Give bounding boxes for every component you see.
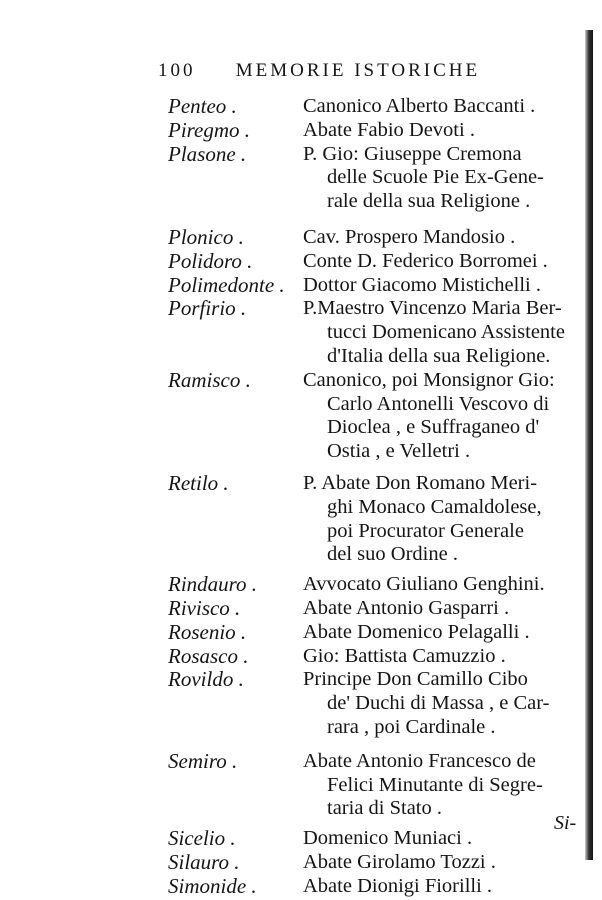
member-description (303, 274, 588, 298)
description-line: Dottor Giacomo Mistichelli . (303, 273, 541, 296)
description-line: P.Maestro Vincenzo Maria Ber- (303, 297, 562, 320)
pen-name: Ramisco . (168, 367, 251, 392)
list-item (168, 297, 588, 368)
list-item (168, 274, 588, 298)
description-line: Abate Antonio Gasparri . (303, 596, 510, 619)
description-line: tucci Domenicano Assistente (327, 321, 565, 344)
list-item (168, 875, 588, 899)
member-description (303, 119, 588, 143)
member-description (303, 621, 588, 645)
list-item (168, 668, 588, 739)
list-item (168, 143, 588, 214)
page-number: 100 (158, 60, 196, 81)
list-item (168, 827, 588, 851)
description-line: P. Abate Don Romano Meri- (303, 471, 538, 494)
pen-name: Semiro . (168, 748, 238, 773)
description-line: de' Duchi di Massa , e Car- (327, 692, 550, 715)
description-line: taria di Stato . (327, 797, 443, 820)
member-description (303, 750, 588, 821)
description-line: Domenico Muniaci . (303, 827, 473, 850)
member-description (303, 369, 588, 464)
pen-name: Piregmo . (168, 117, 251, 142)
description-line: Gio: Battista Camuzzio . (303, 644, 506, 667)
pen-name: Simonide . (168, 873, 257, 898)
member-description (303, 472, 588, 567)
description-line: rara , poi Cardinale . (327, 715, 496, 738)
member-description (303, 250, 588, 274)
member-description (303, 875, 588, 899)
description-line: Canonico Alberto Baccanti . (303, 95, 536, 117)
member-description (303, 645, 588, 669)
description-line: Principe Don Camillo Cibo (303, 668, 528, 691)
description-line: ghi Monaco Camaldolese, (327, 495, 542, 518)
list-item (168, 750, 588, 821)
description-line: d'Italia della sua Religione. (327, 344, 551, 367)
description-line: Avvocato Giuliano Genghini. (303, 573, 545, 596)
pen-name: Polimedonte . (168, 272, 285, 297)
member-description (303, 95, 588, 119)
description-line: Abate Antonio Francesco de (303, 749, 536, 772)
member-description (303, 226, 588, 250)
pen-name: Porfirio . (168, 296, 247, 321)
list-item (168, 645, 588, 669)
member-description (303, 597, 588, 621)
member-description (303, 827, 588, 851)
running-title: MEMORIE ISTORICHE (235, 60, 481, 81)
description-line: Cav. Prospero Mandosio . (303, 225, 516, 248)
list-item (168, 573, 588, 597)
description-line: Abate Fabio Devoti . (303, 118, 475, 141)
pen-name: Rindauro . (168, 572, 258, 597)
list-item (168, 621, 588, 645)
pen-name: Retilo . (168, 470, 229, 495)
pen-name: Plasone . (168, 141, 247, 166)
list-item (168, 597, 588, 621)
running-header (158, 60, 578, 82)
list-item (168, 250, 588, 274)
list-item (168, 472, 588, 567)
member-description (303, 668, 588, 739)
description-line: Abate Domenico Pelagalli . (303, 620, 530, 643)
member-description (303, 297, 588, 368)
pen-name: Rivisco . (168, 595, 241, 620)
description-line: Conte D. Federico Borromei . (303, 249, 548, 272)
catchword: Si- (554, 812, 577, 834)
pen-name: Polidoro . (168, 248, 253, 273)
description-line: rale della sua Religione . (327, 190, 531, 213)
member-description (303, 573, 588, 597)
pen-name: Penteo . (168, 94, 237, 118)
pen-name: Sicelio . (168, 826, 236, 851)
description-line: Abate Girolamo Tozzi . (303, 850, 496, 873)
description-line: delle Scuole Pie Ex-Gene- (327, 166, 544, 189)
pen-name: Plonico . (168, 224, 244, 249)
member-description (303, 143, 588, 214)
description-line: Felici Minutante di Segre- (327, 773, 543, 796)
list-item (168, 369, 588, 464)
pen-name: Rosasco . (168, 643, 249, 668)
pen-name: Rosenio . (168, 619, 247, 644)
description-line: Abate Dionigi Fiorilli . (303, 874, 493, 897)
list-item (168, 119, 588, 143)
list-item (168, 851, 588, 875)
description-line: P. Gio: Giuseppe Cremona (303, 142, 522, 165)
pen-name: Silauro . (168, 849, 240, 874)
description-line: Carlo Antonelli Vescovo di (327, 392, 550, 415)
member-description (303, 851, 588, 875)
members-list (168, 95, 588, 899)
list-item (168, 95, 588, 119)
description-line: Canonico, poi Monsignor Gio: (303, 368, 555, 391)
description-line: del suo Ordine . (327, 543, 458, 566)
pen-name: Rovildo . (168, 667, 244, 692)
description-line: Ostia , e Velletri . (327, 440, 471, 463)
list-item (168, 226, 588, 250)
description-line: poi Procurator Generale (327, 519, 524, 542)
description-line: Dioclea , e Suffraganeo d' (327, 416, 540, 439)
